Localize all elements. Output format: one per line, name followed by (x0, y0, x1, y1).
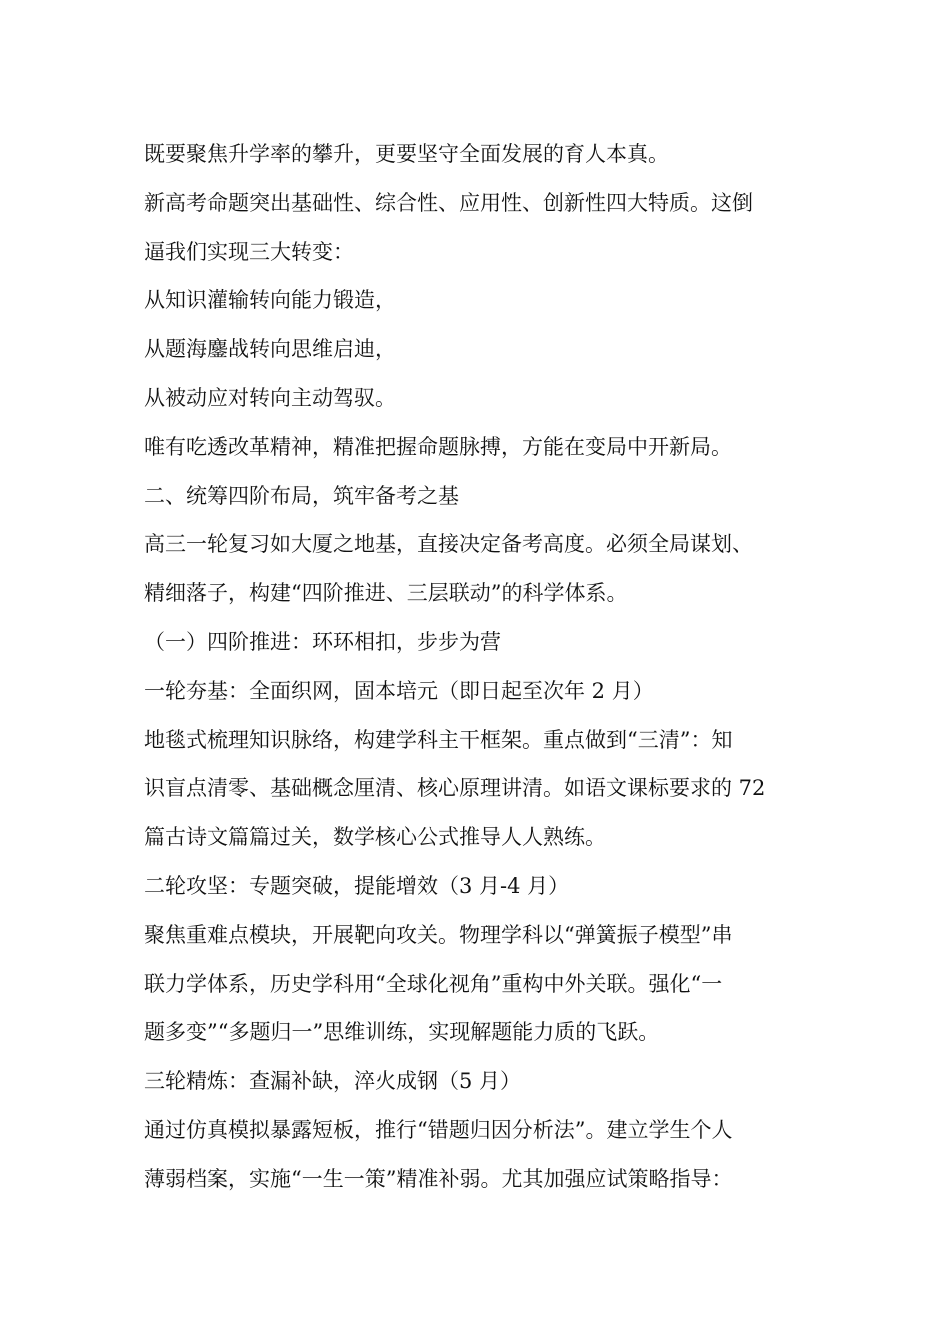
paragraph-line: 题多变”“多题归一”思维训练，实现解题能力质的飞跃。 (144, 1020, 660, 1045)
paragraph-line: 篇古诗文篇篇过关，数学核心公式推导人人熟练。 (144, 825, 606, 850)
paragraph-line: 唯有吃透改革精神，精准把握命题脉搏，方能在变局中开新局。 (144, 434, 732, 459)
paragraph-line: 逼我们实现三大转变： (144, 239, 354, 264)
subsection-heading: （一）四阶推进：环环相扣，步步为营 (144, 629, 501, 654)
paragraph-line: 新高考命题突出基础性、综合性、应用性、创新性四大特质。这倒 (144, 190, 753, 215)
stage-heading: 一轮夯基：全面织网，固本培元（即日起至次年 2 月） (144, 678, 654, 703)
paragraph-line: 地毯式梳理知识脉络，构建学科主干框架。重点做到“三清”：知 (144, 727, 733, 752)
paragraph-line: 识盲点清零、基础概念厘清、核心原理讲清。如语文课标要求的 72 (144, 776, 766, 801)
paragraph-line: 既要聚焦升学率的攀升，更要坚守全面发展的育人本真。 (144, 142, 669, 166)
paragraph-line: 薄弱档案，实施“一生一策”精准补弱。尤其加强应试策略指导： (144, 1166, 733, 1191)
stage-heading: 二轮攻坚：专题突破，提能增效（3 月-4 月） (144, 873, 570, 898)
paragraph-line: 通过仿真模拟暴露短板，推行“错题归因分析法”。建立学生个人 (144, 1117, 733, 1142)
paragraph-line: 联力学体系，历史学科用“全球化视角”重构中外关联。强化“一 (144, 971, 723, 996)
stage-heading: 三轮精炼：查漏补缺，淬火成钢（5 月） (144, 1069, 522, 1094)
list-item: 从被动应对转向主动驾驭。 (144, 385, 396, 410)
paragraph-line: 高三一轮复习如大厦之地基，直接决定备考高度。必须全局谋划、 (144, 532, 753, 557)
document-body (144, 134, 814, 1208)
list-item: 从知识灌输转向能力锻造， (144, 288, 396, 313)
paragraph-line: 精细落子，构建“四阶推进、三层联动”的科学体系。 (144, 581, 628, 606)
list-item: 从题海鏖战转向思维启迪， (144, 337, 396, 362)
section-heading: 二、统筹四阶布局，筑牢备考之基 (144, 483, 459, 508)
paragraph-line: 聚焦重难点模块，开展靶向攻关。物理学科以“弹簧振子模型”串 (144, 922, 733, 947)
